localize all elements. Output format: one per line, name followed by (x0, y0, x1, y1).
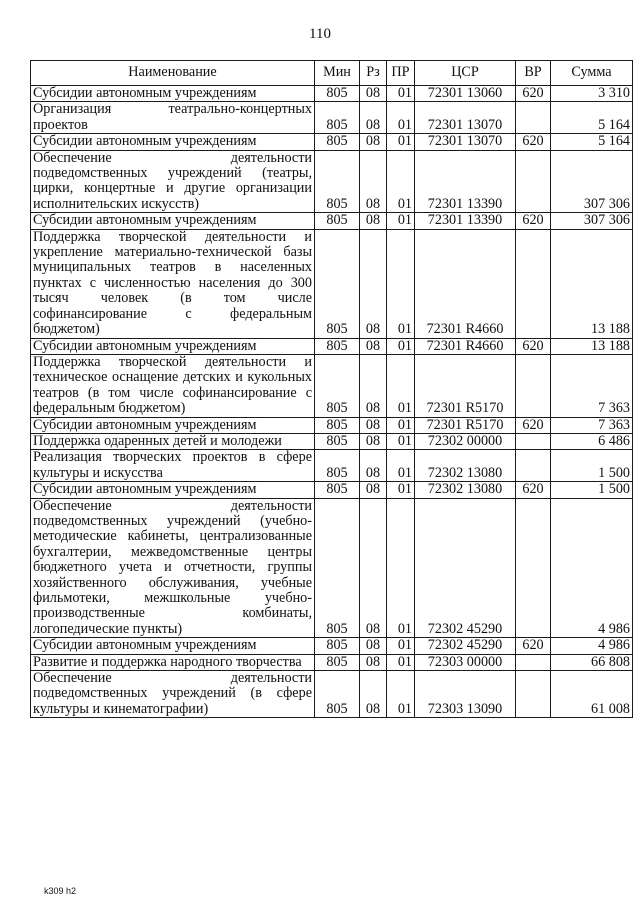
cell-min: 805 (315, 150, 360, 213)
cell-vr: 620 (516, 134, 551, 150)
cell-rz: 08 (360, 482, 387, 498)
cell-rz: 08 (360, 654, 387, 670)
cell-name: Реализация творческих проектов в сфере культуры и искусства (31, 450, 315, 482)
cell-min: 805 (315, 354, 360, 417)
cell-vr: 620 (516, 417, 551, 433)
cell-vr: 620 (516, 338, 551, 354)
cell-sum: 61 008 (551, 671, 633, 718)
cell-vr (516, 229, 551, 338)
cell-name: Субсидии автономным учреждениям (31, 213, 315, 229)
cell-name: Обеспечение деятельности подведомственных учреждений (театры, цирки, концертные и другие организации исполнительских искусств) (31, 150, 315, 213)
cell-name: Субсидии автономным учреждениям (31, 338, 315, 354)
cell-pr: 01 (387, 450, 415, 482)
cell-min: 805 (315, 433, 360, 449)
cell-sum: 6 486 (551, 433, 633, 449)
cell-min: 805 (315, 134, 360, 150)
cell-sum: 3 310 (551, 86, 633, 102)
table-row (31, 102, 633, 134)
table-row (31, 150, 633, 213)
table-header-row (31, 61, 633, 86)
cell-sum: 7 363 (551, 417, 633, 433)
cell-min: 805 (315, 417, 360, 433)
cell-name: Субсидии автономным учреждениям (31, 134, 315, 150)
cell-vr (516, 671, 551, 718)
cell-pr: 01 (387, 654, 415, 670)
column-header-min: Мин (315, 61, 360, 86)
cell-pr: 01 (387, 102, 415, 134)
cell-min: 805 (315, 213, 360, 229)
cell-csr: 72301 13390 (415, 150, 516, 213)
cell-vr (516, 654, 551, 670)
cell-rz: 08 (360, 354, 387, 417)
cell-min: 805 (315, 654, 360, 670)
cell-csr: 72303 13090 (415, 671, 516, 718)
table-row (31, 433, 633, 449)
footer-code: k309 h2 (44, 886, 77, 896)
table-row (31, 338, 633, 354)
table-row (31, 450, 633, 482)
table-row (31, 638, 633, 654)
cell-csr: 72301 R4660 (415, 338, 516, 354)
cell-pr: 01 (387, 338, 415, 354)
cell-name: Поддержка творческой деятельности и техническое оснащение детских и кукольных театров (в том числе софинансирование с федеральным бюджетом) (31, 354, 315, 417)
cell-name: Субсидии автономным учреждениям (31, 638, 315, 654)
cell-csr: 72301 R4660 (415, 229, 516, 338)
page-number: 110 (309, 26, 331, 42)
table-row (31, 134, 633, 150)
cell-min: 805 (315, 482, 360, 498)
cell-name: Поддержка одаренных детей и молодежи (31, 433, 315, 449)
cell-min: 805 (315, 671, 360, 718)
cell-vr: 620 (516, 86, 551, 102)
cell-sum: 4 986 (551, 638, 633, 654)
cell-min: 805 (315, 86, 360, 102)
cell-sum: 5 164 (551, 134, 633, 150)
table-row (31, 654, 633, 670)
cell-pr: 01 (387, 417, 415, 433)
cell-pr: 01 (387, 229, 415, 338)
cell-csr: 72302 00000 (415, 433, 516, 449)
cell-sum: 13 188 (551, 338, 633, 354)
cell-min: 805 (315, 102, 360, 134)
cell-pr: 01 (387, 213, 415, 229)
cell-name: Организация театрально-концертных проектов (31, 102, 315, 134)
cell-vr: 620 (516, 213, 551, 229)
column-header-csr: ЦСР (415, 61, 516, 86)
cell-sum: 1 500 (551, 482, 633, 498)
cell-csr: 72302 13080 (415, 482, 516, 498)
cell-vr (516, 150, 551, 213)
cell-vr (516, 498, 551, 638)
cell-sum: 307 306 (551, 150, 633, 213)
cell-pr: 01 (387, 671, 415, 718)
cell-rz: 08 (360, 213, 387, 229)
cell-name: Субсидии автономным учреждениям (31, 86, 315, 102)
cell-rz: 08 (360, 417, 387, 433)
cell-csr: 72301 13060 (415, 86, 516, 102)
column-header-pr: ПР (387, 61, 415, 86)
cell-pr: 01 (387, 638, 415, 654)
cell-name: Поддержка творческой деятельности и укрепление материально-технической базы муниципальных театров в населенных пунктах с численностью населения до 300 тысяч человек (в том числе софинансирование с федеральным бюджетом) (31, 229, 315, 338)
column-header-sum: Сумма (551, 61, 633, 86)
cell-pr: 01 (387, 86, 415, 102)
cell-rz: 08 (360, 450, 387, 482)
table-row (31, 498, 633, 638)
cell-csr: 72301 13070 (415, 134, 516, 150)
cell-csr: 72301 13390 (415, 213, 516, 229)
cell-rz: 08 (360, 433, 387, 449)
cell-csr: 72301 R5170 (415, 354, 516, 417)
cell-vr (516, 354, 551, 417)
cell-rz: 08 (360, 498, 387, 638)
table-row (31, 417, 633, 433)
cell-rz: 08 (360, 86, 387, 102)
table-body (31, 86, 633, 718)
cell-vr (516, 433, 551, 449)
cell-rz: 08 (360, 338, 387, 354)
budget-table (30, 60, 633, 718)
cell-sum: 13 188 (551, 229, 633, 338)
cell-min: 805 (315, 338, 360, 354)
cell-min: 805 (315, 229, 360, 338)
cell-vr (516, 102, 551, 134)
table-row (31, 482, 633, 498)
cell-name: Обеспечение деятельности подведомственных учреждений (учебно-методические кабинеты, централизованные бухгалтерии, межведомственные центры бюджетного учета и отчетности, группы хозяйственного обслуживания, учебные фильмотеки, межшкольные учебно-производственные комбинаты, логопедические пункты) (31, 498, 315, 638)
cell-sum: 4 986 (551, 498, 633, 638)
column-header-vr: ВР (516, 61, 551, 86)
column-header-name: Наименование (31, 61, 315, 86)
cell-rz: 08 (360, 102, 387, 134)
cell-rz: 08 (360, 638, 387, 654)
cell-csr: 72303 00000 (415, 654, 516, 670)
cell-name: Субсидии автономным учреждениям (31, 482, 315, 498)
table-row (31, 86, 633, 102)
cell-vr (516, 450, 551, 482)
cell-pr: 01 (387, 354, 415, 417)
cell-sum: 66 808 (551, 654, 633, 670)
cell-sum: 1 500 (551, 450, 633, 482)
cell-pr: 01 (387, 482, 415, 498)
table-row (31, 229, 633, 338)
cell-rz: 08 (360, 671, 387, 718)
cell-name: Развитие и поддержка народного творчества (31, 654, 315, 670)
cell-pr: 01 (387, 498, 415, 638)
column-header-rz: Рз (360, 61, 387, 86)
table-row (31, 671, 633, 718)
cell-vr: 620 (516, 638, 551, 654)
cell-pr: 01 (387, 134, 415, 150)
cell-rz: 08 (360, 150, 387, 213)
cell-rz: 08 (360, 229, 387, 338)
cell-csr: 72302 45290 (415, 498, 516, 638)
cell-csr: 72301 R5170 (415, 417, 516, 433)
cell-name: Субсидии автономным учреждениям (31, 417, 315, 433)
cell-sum: 7 363 (551, 354, 633, 417)
cell-name: Обеспечение деятельности подведомственных учреждений (в сфере культуры и кинематографии) (31, 671, 315, 718)
cell-min: 805 (315, 498, 360, 638)
cell-sum: 5 164 (551, 102, 633, 134)
cell-csr: 72301 13070 (415, 102, 516, 134)
cell-min: 805 (315, 638, 360, 654)
cell-vr: 620 (516, 482, 551, 498)
cell-pr: 01 (387, 433, 415, 449)
cell-min: 805 (315, 450, 360, 482)
cell-pr: 01 (387, 150, 415, 213)
cell-csr: 72302 13080 (415, 450, 516, 482)
table-row (31, 354, 633, 417)
table-row (31, 213, 633, 229)
cell-csr: 72302 45290 (415, 638, 516, 654)
cell-rz: 08 (360, 134, 387, 150)
cell-sum: 307 306 (551, 213, 633, 229)
